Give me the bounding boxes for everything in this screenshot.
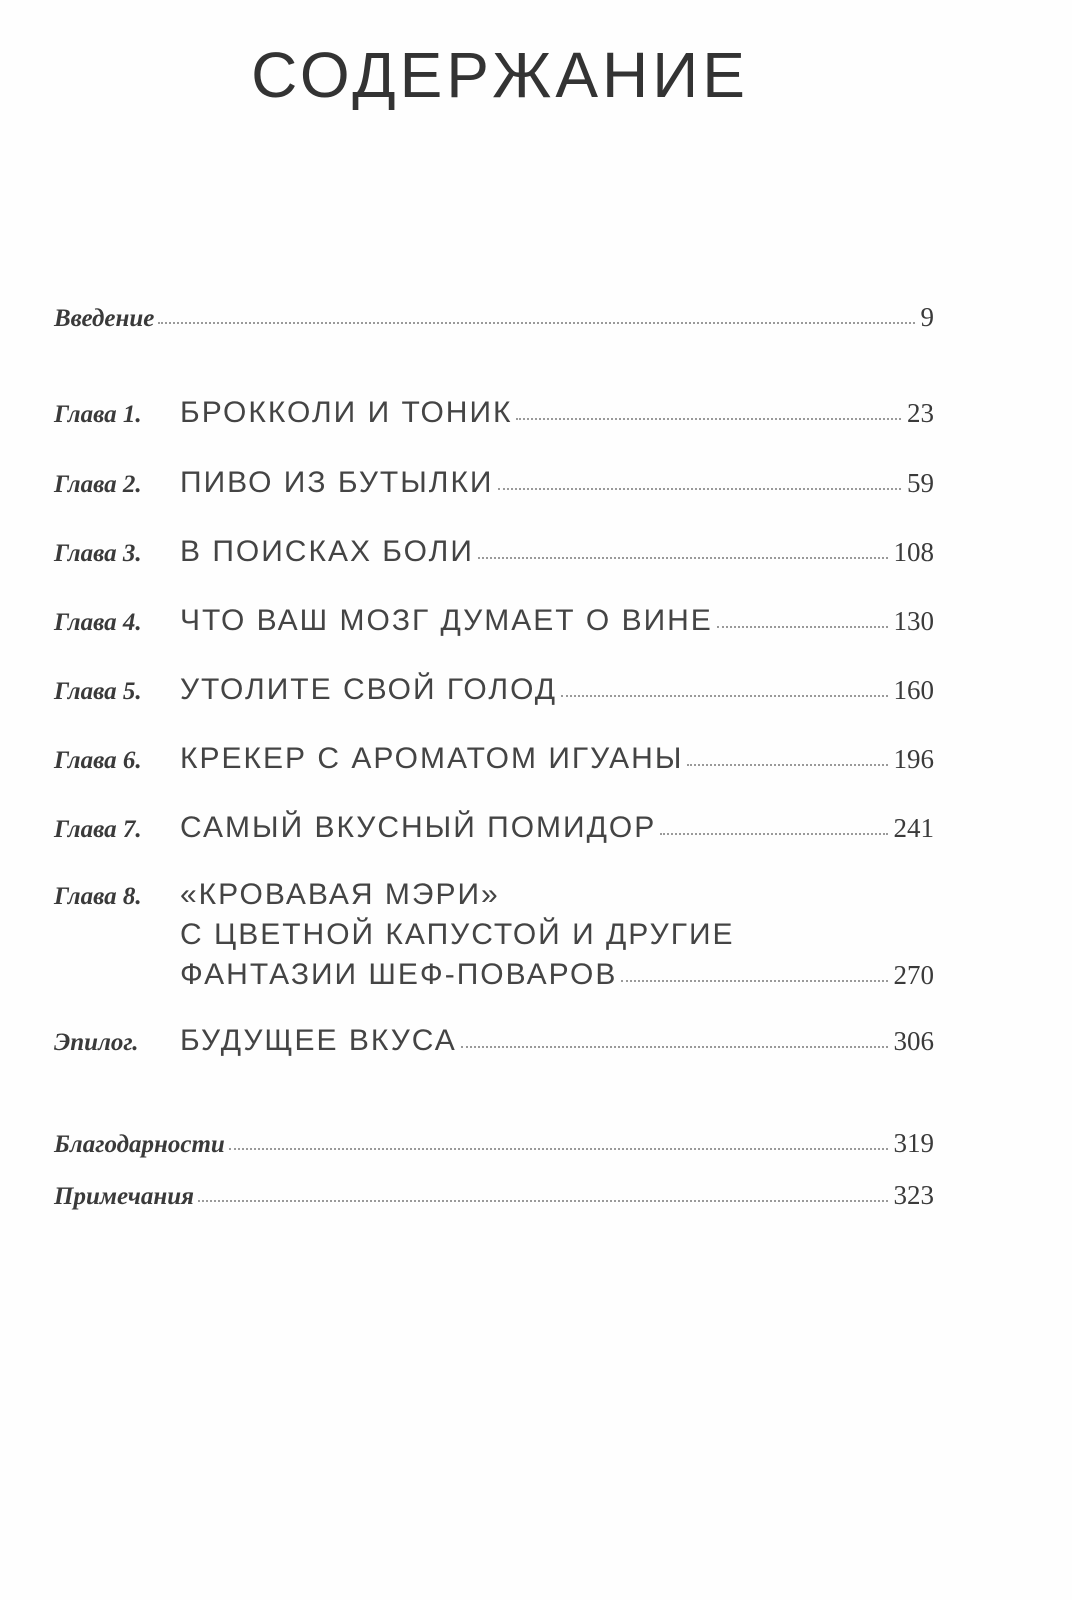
dot-leader (198, 1199, 887, 1202)
chapter-label: Глава 4. (54, 609, 142, 636)
dot-leader (478, 556, 888, 559)
epilogue-label: Эпилог. (54, 1029, 139, 1056)
toc-entry-chapter-1[interactable] (54, 396, 934, 436)
chapter-title-line-3: ФАНТАЗИИ ШЕФ-ПОВАРОВ (180, 958, 618, 991)
toc-entry-chapter-2[interactable] (54, 466, 934, 506)
acknowledgements-page-number: 319 (893, 1128, 934, 1158)
chapter-label: Глава 1. (54, 401, 142, 428)
chapter-label: Глава 5. (54, 678, 142, 705)
chapter-page-number: 196 (893, 744, 934, 774)
chapter-page-number: 270 (893, 960, 934, 990)
toc-entry-acknowledgements[interactable] (54, 1128, 934, 1168)
notes-label: Примечания (54, 1183, 195, 1210)
page-title: СОДЕРЖАНИЕ (251, 39, 749, 111)
dot-leader (561, 694, 887, 697)
notes-page-number: 323 (893, 1180, 934, 1210)
acknowledgements-label: Благодарности (54, 1131, 225, 1158)
chapter-title: УТОЛИТЕ СВОЙ ГОЛОД (180, 673, 558, 706)
chapter-title-line-2: С ЦВЕТНОЙ КАПУСТОЙ И ДРУГИЕ (180, 918, 735, 951)
chapter-title-line-1: «КРОВАВАЯ МЭРИ» (180, 878, 500, 911)
toc-entry-chapter-4[interactable] (54, 604, 934, 644)
chapter-title: КРЕКЕР С АРОМАТОМ ИГУАНЫ (180, 742, 684, 775)
toc-entry-chapter-6[interactable] (54, 742, 934, 782)
dot-leader (498, 487, 902, 490)
dot-leader (158, 321, 914, 324)
dot-leader (621, 979, 887, 982)
chapter-title: БРОККОЛИ И ТОНИК (180, 396, 513, 429)
toc-entry-chapter-7[interactable] (54, 811, 934, 851)
chapter-label: Глава 3. (54, 540, 142, 567)
chapter-label: Глава 2. (54, 471, 142, 498)
intro-label: Введение (54, 305, 155, 332)
chapter-page-number: 108 (893, 537, 934, 567)
dot-leader (660, 832, 887, 835)
chapter-page-number: 23 (907, 398, 934, 428)
dot-leader (687, 763, 887, 766)
chapter-label: Глава 8. (54, 883, 142, 910)
dot-leader (516, 417, 901, 420)
chapter-page-number: 160 (893, 675, 934, 705)
epilogue-title: БУДУЩЕЕ ВКУСА (180, 1024, 457, 1057)
chapter-label: Глава 6. (54, 747, 142, 774)
toc-entry-intro[interactable] (54, 302, 934, 342)
dot-leader (229, 1147, 888, 1150)
toc-entry-chapter-8[interactable] (54, 878, 934, 998)
chapter-page-number: 241 (893, 813, 934, 843)
toc-entry-chapter-3[interactable] (54, 535, 934, 575)
chapter-title: САМЫЙ ВКУСНЫЙ ПОМИДОР (180, 811, 657, 844)
chapter-title: ЧТО ВАШ МОЗГ ДУМАЕТ О ВИНЕ (180, 604, 713, 637)
toc-entry-notes[interactable] (54, 1180, 934, 1220)
chapter-page-number: 130 (893, 606, 934, 636)
intro-page-number: 9 (920, 302, 934, 332)
chapter-page-number: 59 (907, 468, 934, 498)
dot-leader (717, 625, 888, 628)
epilogue-page-number: 306 (893, 1026, 934, 1056)
chapter-label: Глава 7. (54, 816, 142, 843)
chapter-title: В ПОИСКАХ БОЛИ (180, 535, 474, 568)
dot-leader (461, 1045, 888, 1048)
chapter-title: ПИВО ИЗ БУТЫЛКИ (180, 466, 494, 499)
toc-entry-epilogue[interactable] (54, 1024, 934, 1064)
toc-entry-chapter-5[interactable] (54, 673, 934, 713)
